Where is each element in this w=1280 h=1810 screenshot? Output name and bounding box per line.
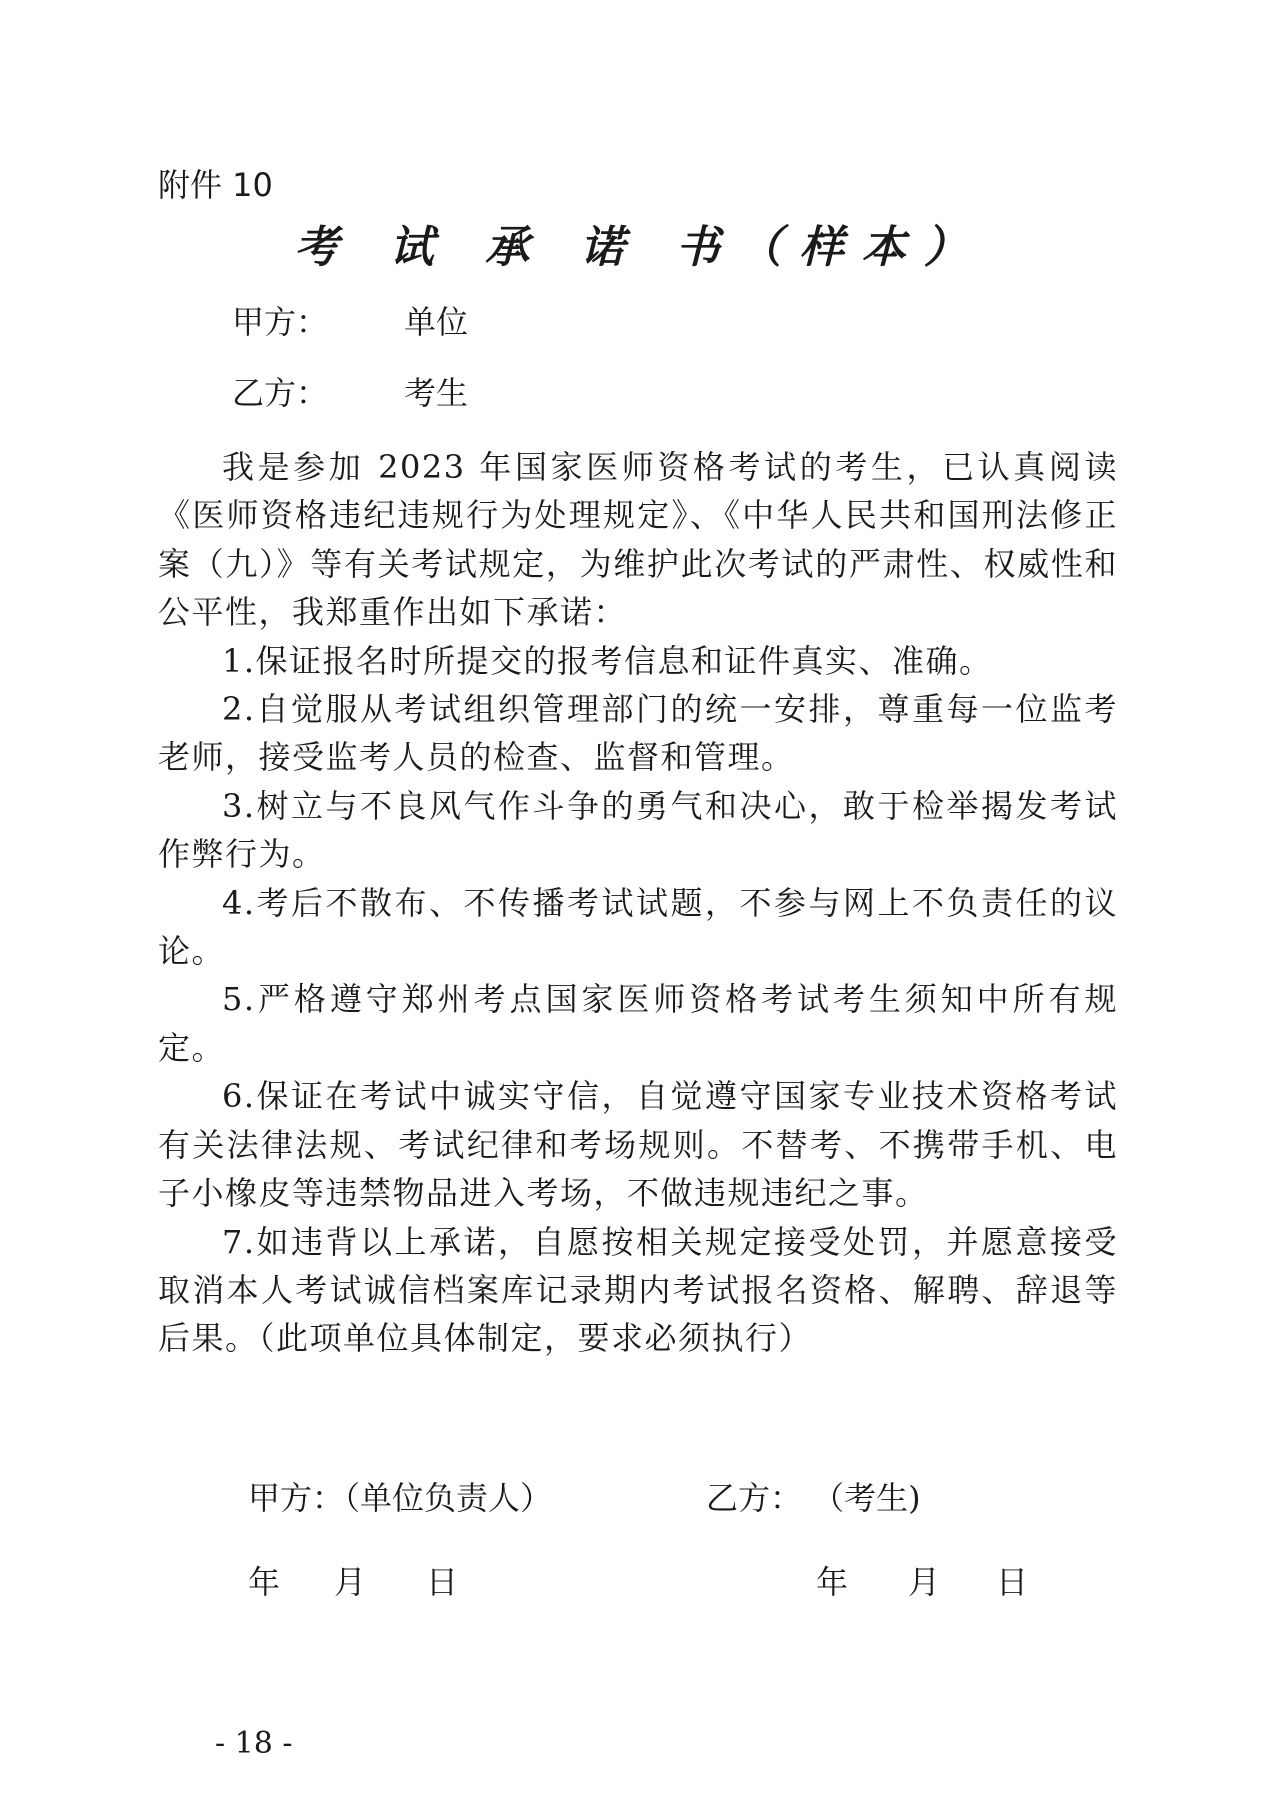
- party-a-month: 月: [334, 1563, 367, 1601]
- party-b-year: 年: [816, 1563, 849, 1601]
- document-title: 考 试 承 诺 书（样本）: [294, 222, 986, 273]
- party-a-year: 年: [248, 1563, 281, 1601]
- party-a-value: 单位: [404, 303, 469, 341]
- party-a-day: 日: [426, 1563, 459, 1601]
- pledge-item-3: 3.树立与不良风气作斗争的勇气和决心，敢于检举揭发考试作弊行为。: [158, 786, 1118, 874]
- party-b-day: 日: [996, 1563, 1029, 1601]
- party-b-signature: 乙方： （考生): [706, 1479, 921, 1517]
- pledge-item-1: 1.保证报名时所提交的报考信息和证件真实、准确。: [222, 641, 993, 680]
- party-b-line: [232, 373, 469, 413]
- pledge-item-5: 5.严格遵守郑州考点国家医师资格考试考生须知中所有规定。: [158, 980, 1118, 1067]
- pledge-item-6: 6.保证在考试中诚实守信，自觉遵守国家专业技术资格考试有关法律法规、考试纪律和考场规则。不替考、不携带手机、电子小橡皮等违禁物品进入考场，不做违规违纪之事。: [158, 1077, 1118, 1213]
- page-number: - 18 -: [215, 1726, 293, 1761]
- party-a-signature: 甲方：（单位负责人）: [248, 1479, 553, 1517]
- party-b-label: 乙方：: [232, 374, 329, 412]
- party-a-label: 甲方：: [232, 303, 329, 341]
- intro-paragraph: 我是参加 2023 年国家医师资格考试的考生，已认真阅读《医师资格违纪违规行为处理规定》、《中华人民共和国刑法修正案（九）》等有关考试规定，为维护此次考试的严肃性、权威性和公平性，我郑重作出如下承诺：: [158, 448, 1118, 632]
- party-b-value: 考生: [404, 374, 469, 412]
- party-b-month: 月: [908, 1563, 941, 1601]
- pledge-item-4: 4.考后不散布、不传播考试试题，不参与网上不负责任的议论。: [158, 883, 1118, 971]
- party-a-line: [232, 302, 469, 342]
- pledge-body: [158, 443, 1118, 1363]
- pledge-item-7: 7.如违背以上承诺，自愿按相关规定接受处罚，并愿意接受取消本人考试诚信档案库记录期内考试报名资格、解聘、辞退等后果。（此项单位具体制定，要求必须执行）: [158, 1222, 1118, 1358]
- attachment-label: 附件 10: [158, 166, 273, 204]
- pledge-item-2: 2.自觉服从考试组织管理部门的统一安排，尊重每一位监考老师，接受监考人员的检查、监督和管理。: [158, 690, 1118, 777]
